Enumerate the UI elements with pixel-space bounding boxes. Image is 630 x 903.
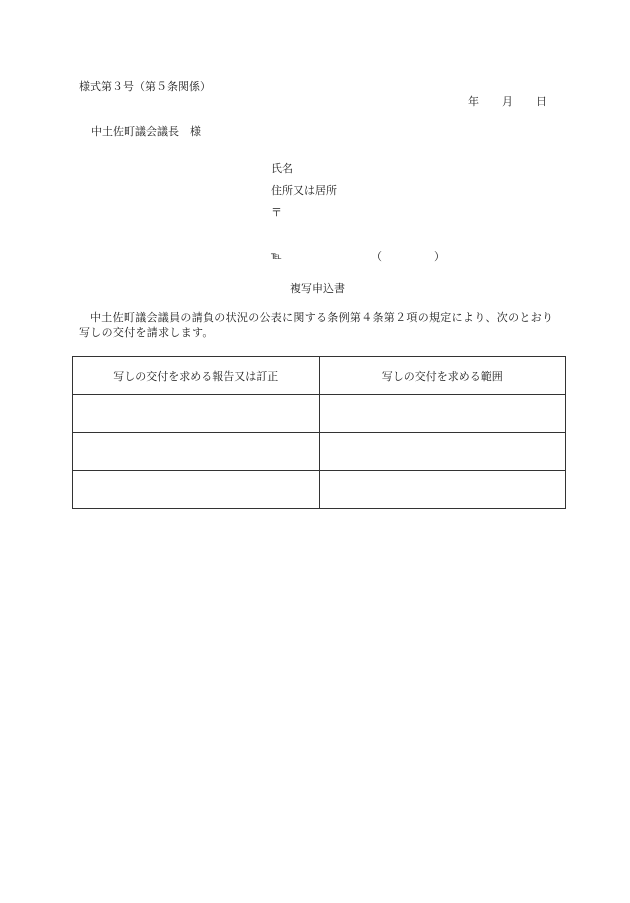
- tel-label: ℡: [271, 251, 282, 262]
- table-header-range: 写しの交付を求める範囲: [319, 357, 566, 395]
- table-cell-range[interactable]: [319, 433, 566, 471]
- document-title: 複写申込書: [290, 282, 345, 295]
- table-cell-range[interactable]: [319, 395, 566, 433]
- table-row: [73, 471, 566, 509]
- body-text: 中土佐町議会議員の請負の状況の公表に関する条例第４条第２項の規定により、次のとおり写しの交付を請求します。: [79, 311, 554, 339]
- table-cell-report[interactable]: [73, 433, 320, 471]
- date-year-label: 年: [468, 95, 479, 108]
- request-table: [72, 356, 566, 509]
- table-row: [73, 395, 566, 433]
- table-cell-report[interactable]: [73, 395, 320, 433]
- form-number: 様式第３号（第５条関係）: [79, 80, 211, 93]
- table-cell-report[interactable]: [73, 471, 320, 509]
- table-row: [73, 433, 566, 471]
- addressee: 中土佐町議会議長 様: [91, 125, 201, 138]
- date-line: [468, 95, 547, 109]
- tel-paren-open: （: [371, 250, 382, 263]
- applicant-address-label: 住所又は居所: [271, 184, 337, 197]
- tel-paren-close: ）: [434, 250, 445, 263]
- table-cell-range[interactable]: [319, 471, 566, 509]
- date-day-label: 日: [536, 95, 547, 108]
- date-month-label: 月: [502, 95, 513, 108]
- postal-mark: 〒: [271, 206, 282, 219]
- applicant-name-label: 氏名: [271, 162, 293, 175]
- table-header-report: 写しの交付を求める報告又は訂正: [73, 357, 320, 395]
- table-header-row: [73, 357, 566, 395]
